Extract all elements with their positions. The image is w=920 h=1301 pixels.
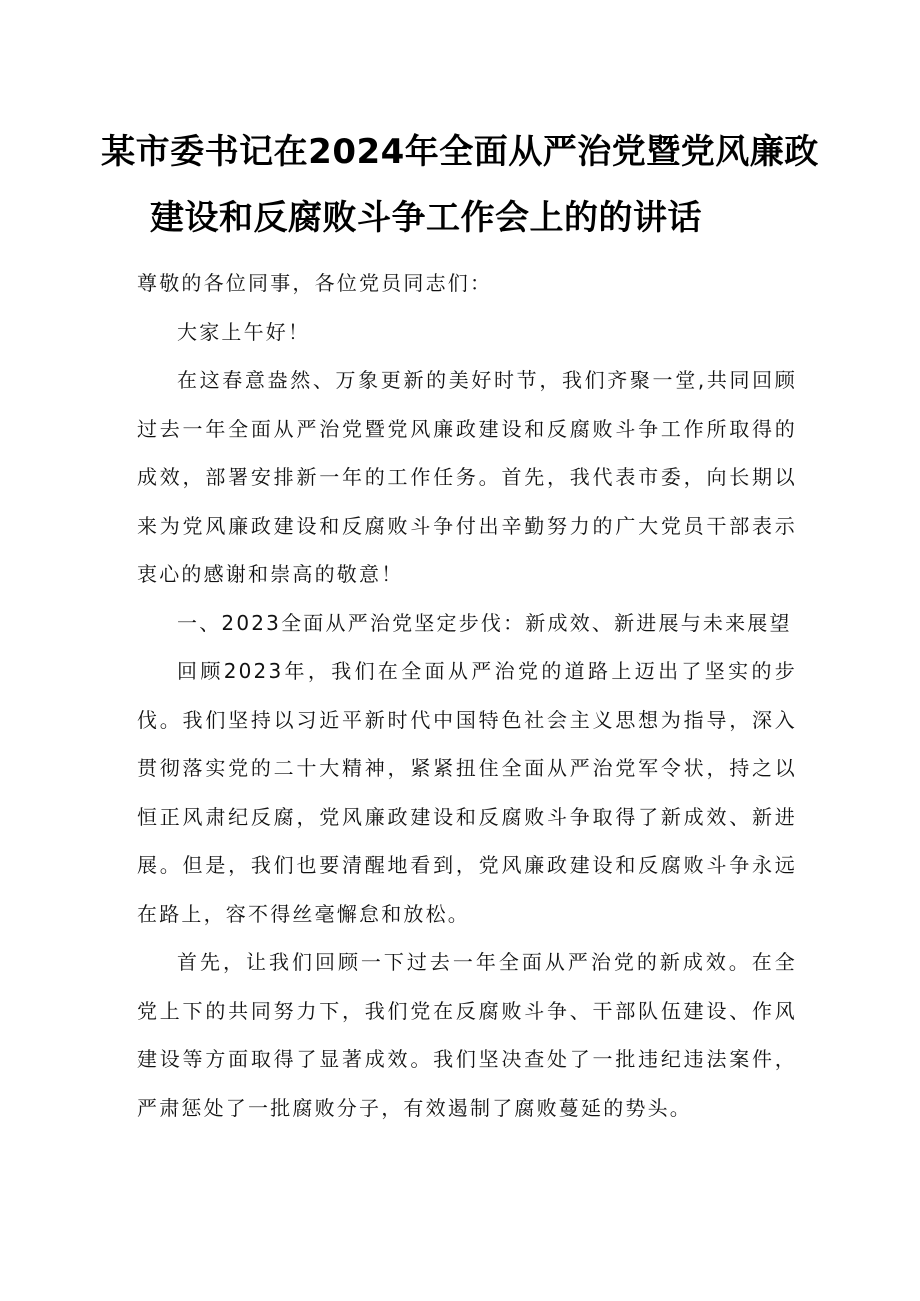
paragraph-opening: 在这春意盎然、万象更新的美好时节，我们齐聚一堂,共同回顾过去一年全面从严治党暨党风廉政建设和反腐败斗争工作所取得的成效，部署安排新一年的工作任务。首先，我代表市委，向长期以来为党风廉政建设和反腐败斗争付出辛勤努力的广大党员干部表示衷心的感谢和崇高的敬意！	[137, 368, 797, 586]
paragraph-review-2023: 回顾2023年，我们在全面从严治党的道路上迈出了坚实的步伐。我们坚持以习近平新时代中国特色社会主义思想为指导，深入贯彻落实党的二十大精神，紧紧扭住全面从严治党军令状，持之以恒正风肃纪反腐，党风廉政建设和反腐败斗争取得了新成效、新进展。但是，我们也要清醒地看到，党风廉政建设和反腐败斗争永远在路上，容不得丝毫懈怠和放松。	[137, 659, 797, 926]
document-title-line-2: 建设和反腐败斗争工作会上的的讲话	[150, 198, 702, 238]
document-body	[137, 259, 797, 1132]
salutation: 尊敬的各位同事，各位党员同志们：	[137, 271, 493, 295]
greeting: 大家上午好！	[177, 319, 311, 344]
paragraph-achievements: 首先，让我们回顾一下过去一年全面从严治党的新成效。在全党上下的共同努力下，我们党在反腐败斗争、干部队伍建设、作风建设等方面取得了显著成效。我们坚决查处了一批违纪违法案件，严肃惩处了一批腐败分子，有效遏制了腐败蔓延的势头。	[137, 950, 797, 1120]
document-title-line-1: 某市委书记在2024年全面从严治党暨党风廉政	[101, 132, 819, 172]
section-heading-1: 一、2023全面从严治党坚定步伐：新成效、新进展与未来展望	[177, 610, 792, 635]
